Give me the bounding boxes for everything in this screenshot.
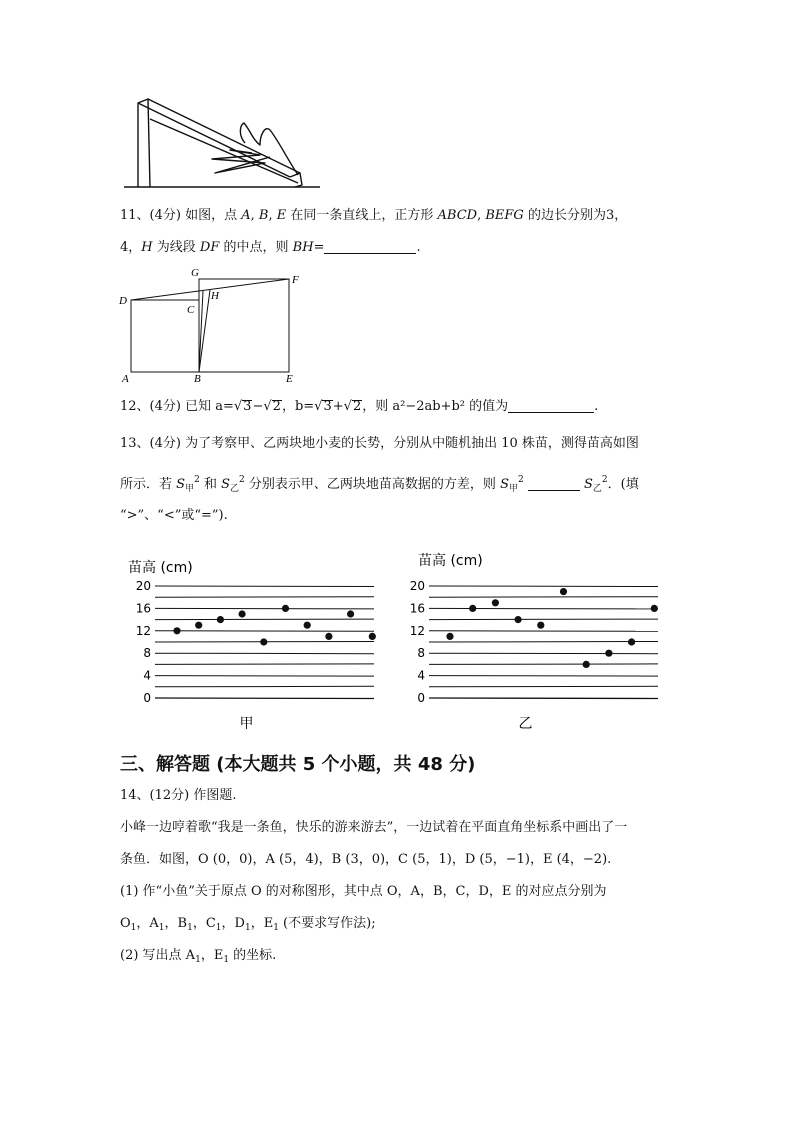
q13-text-a: 所示．若 <box>120 477 173 492</box>
q11-text2: 的边长分别为3， <box>527 208 628 223</box>
gridline <box>429 686 658 687</box>
gridline <box>429 608 658 609</box>
q14-line2: 条鱼．如图，O (0，0)，A (5，4)，B (3，0)，C (5，1)，D (5，−1)，E (4，−2). <box>120 852 612 867</box>
s-symbol: S <box>176 477 186 492</box>
data-point <box>605 650 612 657</box>
q14-line4: $O_1$，$A_1$，$B_1$，$C_1$，$D_1$，$E_1$ (不要求写作法); <box>120 916 376 933</box>
q11-point-b: B <box>258 208 269 223</box>
q11-line2 <box>120 238 421 258</box>
gridline <box>155 676 374 677</box>
q11-line1: 11、(4分) 如图，点 A, B, E 在同一条直线上，正方形 ABCD, BEFG 的边长分别为3， <box>120 208 628 223</box>
q14-line5: (2) 写出点 $A_1$，$E_1$ 的坐标. <box>120 948 277 965</box>
section-3-title: 三、解答题 (本大题共 5 个小题，共 48 分) <box>120 754 476 775</box>
q12-minus: − <box>252 399 264 414</box>
q13-text-b: 分别表示甲、乙两块地苗高数据的方差，则 <box>248 477 496 492</box>
y-tick-label: 12 <box>409 623 425 638</box>
s-sub-yi: 乙 <box>230 484 240 494</box>
q14-head: 14、(12分) 作图题. <box>120 788 237 803</box>
q11-point-e: E <box>276 208 287 223</box>
data-point <box>583 661 590 668</box>
data-point <box>651 605 658 612</box>
q11-answer-blank[interactable] <box>324 239 416 254</box>
q11-segment-df: DF <box>199 240 220 255</box>
gridline <box>429 642 658 643</box>
data-point <box>369 633 376 640</box>
s-sub-jia: 甲 <box>508 484 518 494</box>
data-point <box>628 638 635 645</box>
s-sub-jia: 甲 <box>185 484 195 494</box>
y-tick-label: 20 <box>409 579 425 593</box>
s-sup: 2 <box>239 475 245 485</box>
q11-text1: 在同一条直线上，正方形 <box>290 208 434 223</box>
q12-b: ，b= <box>281 399 315 414</box>
chart-title: 苗高 (cm) <box>418 553 483 569</box>
s-sup: 2 <box>194 475 200 485</box>
top-figure <box>120 95 325 190</box>
q13-answer-blank[interactable] <box>528 476 580 491</box>
sqrt-3-b: √3 <box>314 399 332 414</box>
q12-answer-blank[interactable] <box>508 398 594 413</box>
q13-line1: 13、(4分) 为了考察甲、乙两块地小麦的长势，分别从中随机抽出 10 株苗，测得苗高如图 <box>120 436 639 451</box>
gridline <box>155 698 374 699</box>
q12-rest: ，则 a²−2ab+b² 的值为 <box>362 399 509 414</box>
s-sup: 2 <box>517 475 524 485</box>
q12-plus: + <box>332 399 344 414</box>
gridline <box>429 586 658 587</box>
q13-line2 <box>120 470 639 499</box>
data-point <box>560 588 567 595</box>
gridline <box>429 653 658 654</box>
sqrt-3-a: √3 <box>233 399 252 414</box>
y-tick-label: 20 <box>135 579 151 593</box>
data-point <box>446 633 453 640</box>
gridline <box>429 619 658 620</box>
sqrt-2-b: √2 <box>343 399 362 414</box>
y-tick-label: 4 <box>143 668 151 683</box>
q11-eq: = <box>313 240 325 255</box>
gridline <box>155 664 374 665</box>
gridline <box>429 664 658 665</box>
data-point <box>173 627 180 634</box>
data-point <box>260 638 267 645</box>
data-point <box>325 633 332 640</box>
label-b: B <box>194 373 201 385</box>
q11-figure <box>115 265 315 385</box>
q11-text5: 的中点，则 <box>223 240 289 255</box>
data-point <box>239 610 246 617</box>
data-point <box>537 622 544 629</box>
s-sup: 2 <box>601 475 608 485</box>
chart-xlabel: 甲 <box>239 716 254 732</box>
gridline <box>155 686 374 687</box>
q12-end: . <box>594 399 599 414</box>
label-a: A <box>122 373 129 385</box>
q11-segment-bh: BH <box>292 240 314 255</box>
data-point <box>282 605 289 612</box>
q11-text4: 为线段 <box>156 240 196 255</box>
y-tick-label: 12 <box>135 623 151 638</box>
q11-end: . <box>416 240 421 255</box>
q11-square-abcd: ABCD <box>437 208 478 223</box>
data-point <box>195 622 202 629</box>
label-h: H <box>211 290 219 302</box>
chart-jia <box>118 552 388 737</box>
gridline <box>155 608 374 609</box>
label-g: G <box>191 267 199 279</box>
s-sub-yi: 乙 <box>592 484 602 494</box>
label-c: C <box>187 304 195 316</box>
q13-he: 和 <box>203 477 217 492</box>
y-tick-label: 16 <box>135 601 151 616</box>
q11-text3: 4， <box>120 240 142 255</box>
gridline <box>155 597 374 598</box>
s-symbol: S <box>500 477 509 492</box>
y-tick-label: 16 <box>409 601 425 616</box>
chart-title: 苗高 (cm) <box>128 560 193 576</box>
y-tick-label: 8 <box>143 646 151 661</box>
gridline <box>155 586 374 587</box>
y-tick-label: 0 <box>417 691 425 705</box>
q13-text-c: ．(填 <box>607 477 639 492</box>
q13-line3: “>”、“<”或“=”). <box>120 508 228 523</box>
data-point <box>515 616 522 623</box>
s-symbol: S <box>584 477 593 492</box>
gridline <box>429 631 658 632</box>
data-point <box>492 599 499 606</box>
q11-square-befg: BEFG <box>485 208 524 223</box>
gridline <box>155 653 374 654</box>
y-tick-label: 8 <box>417 646 425 661</box>
chart-xlabel: 乙 <box>518 716 533 732</box>
data-point <box>217 616 224 623</box>
q14-line3: (1) 作“小鱼”关于原点 O 的对称图形，其中点 O，A，B，C，D，E 的对应点分别为 <box>120 884 607 899</box>
gridline <box>429 698 658 699</box>
q14-line1: 小峰一边哼着歌“我是一条鱼，快乐的游来游去”，一边试着在平面直角坐标系中画出了一 <box>120 820 628 835</box>
q12-line <box>120 397 598 417</box>
data-point <box>469 605 476 612</box>
gridline <box>155 631 374 632</box>
q11-point-a: A <box>241 208 251 223</box>
y-tick-label: 0 <box>143 691 151 705</box>
q11-point-h: H <box>141 240 153 255</box>
sqrt-2-a: √2 <box>263 399 281 414</box>
gridline <box>429 676 658 677</box>
segment-df <box>131 279 289 300</box>
s-symbol: S <box>221 477 231 492</box>
chart-yi <box>396 546 676 737</box>
data-point <box>347 610 354 617</box>
y-tick-label: 4 <box>417 668 425 683</box>
data-point <box>304 622 311 629</box>
gridline <box>429 597 658 598</box>
q11-number: 11、(4分) 如图，点 <box>120 208 238 223</box>
label-d: D <box>119 295 127 307</box>
gridline <box>155 619 374 620</box>
q12-number: 12、(4分) 已知 a= <box>120 399 234 414</box>
label-e: E <box>286 373 293 385</box>
label-f: F <box>292 274 299 286</box>
